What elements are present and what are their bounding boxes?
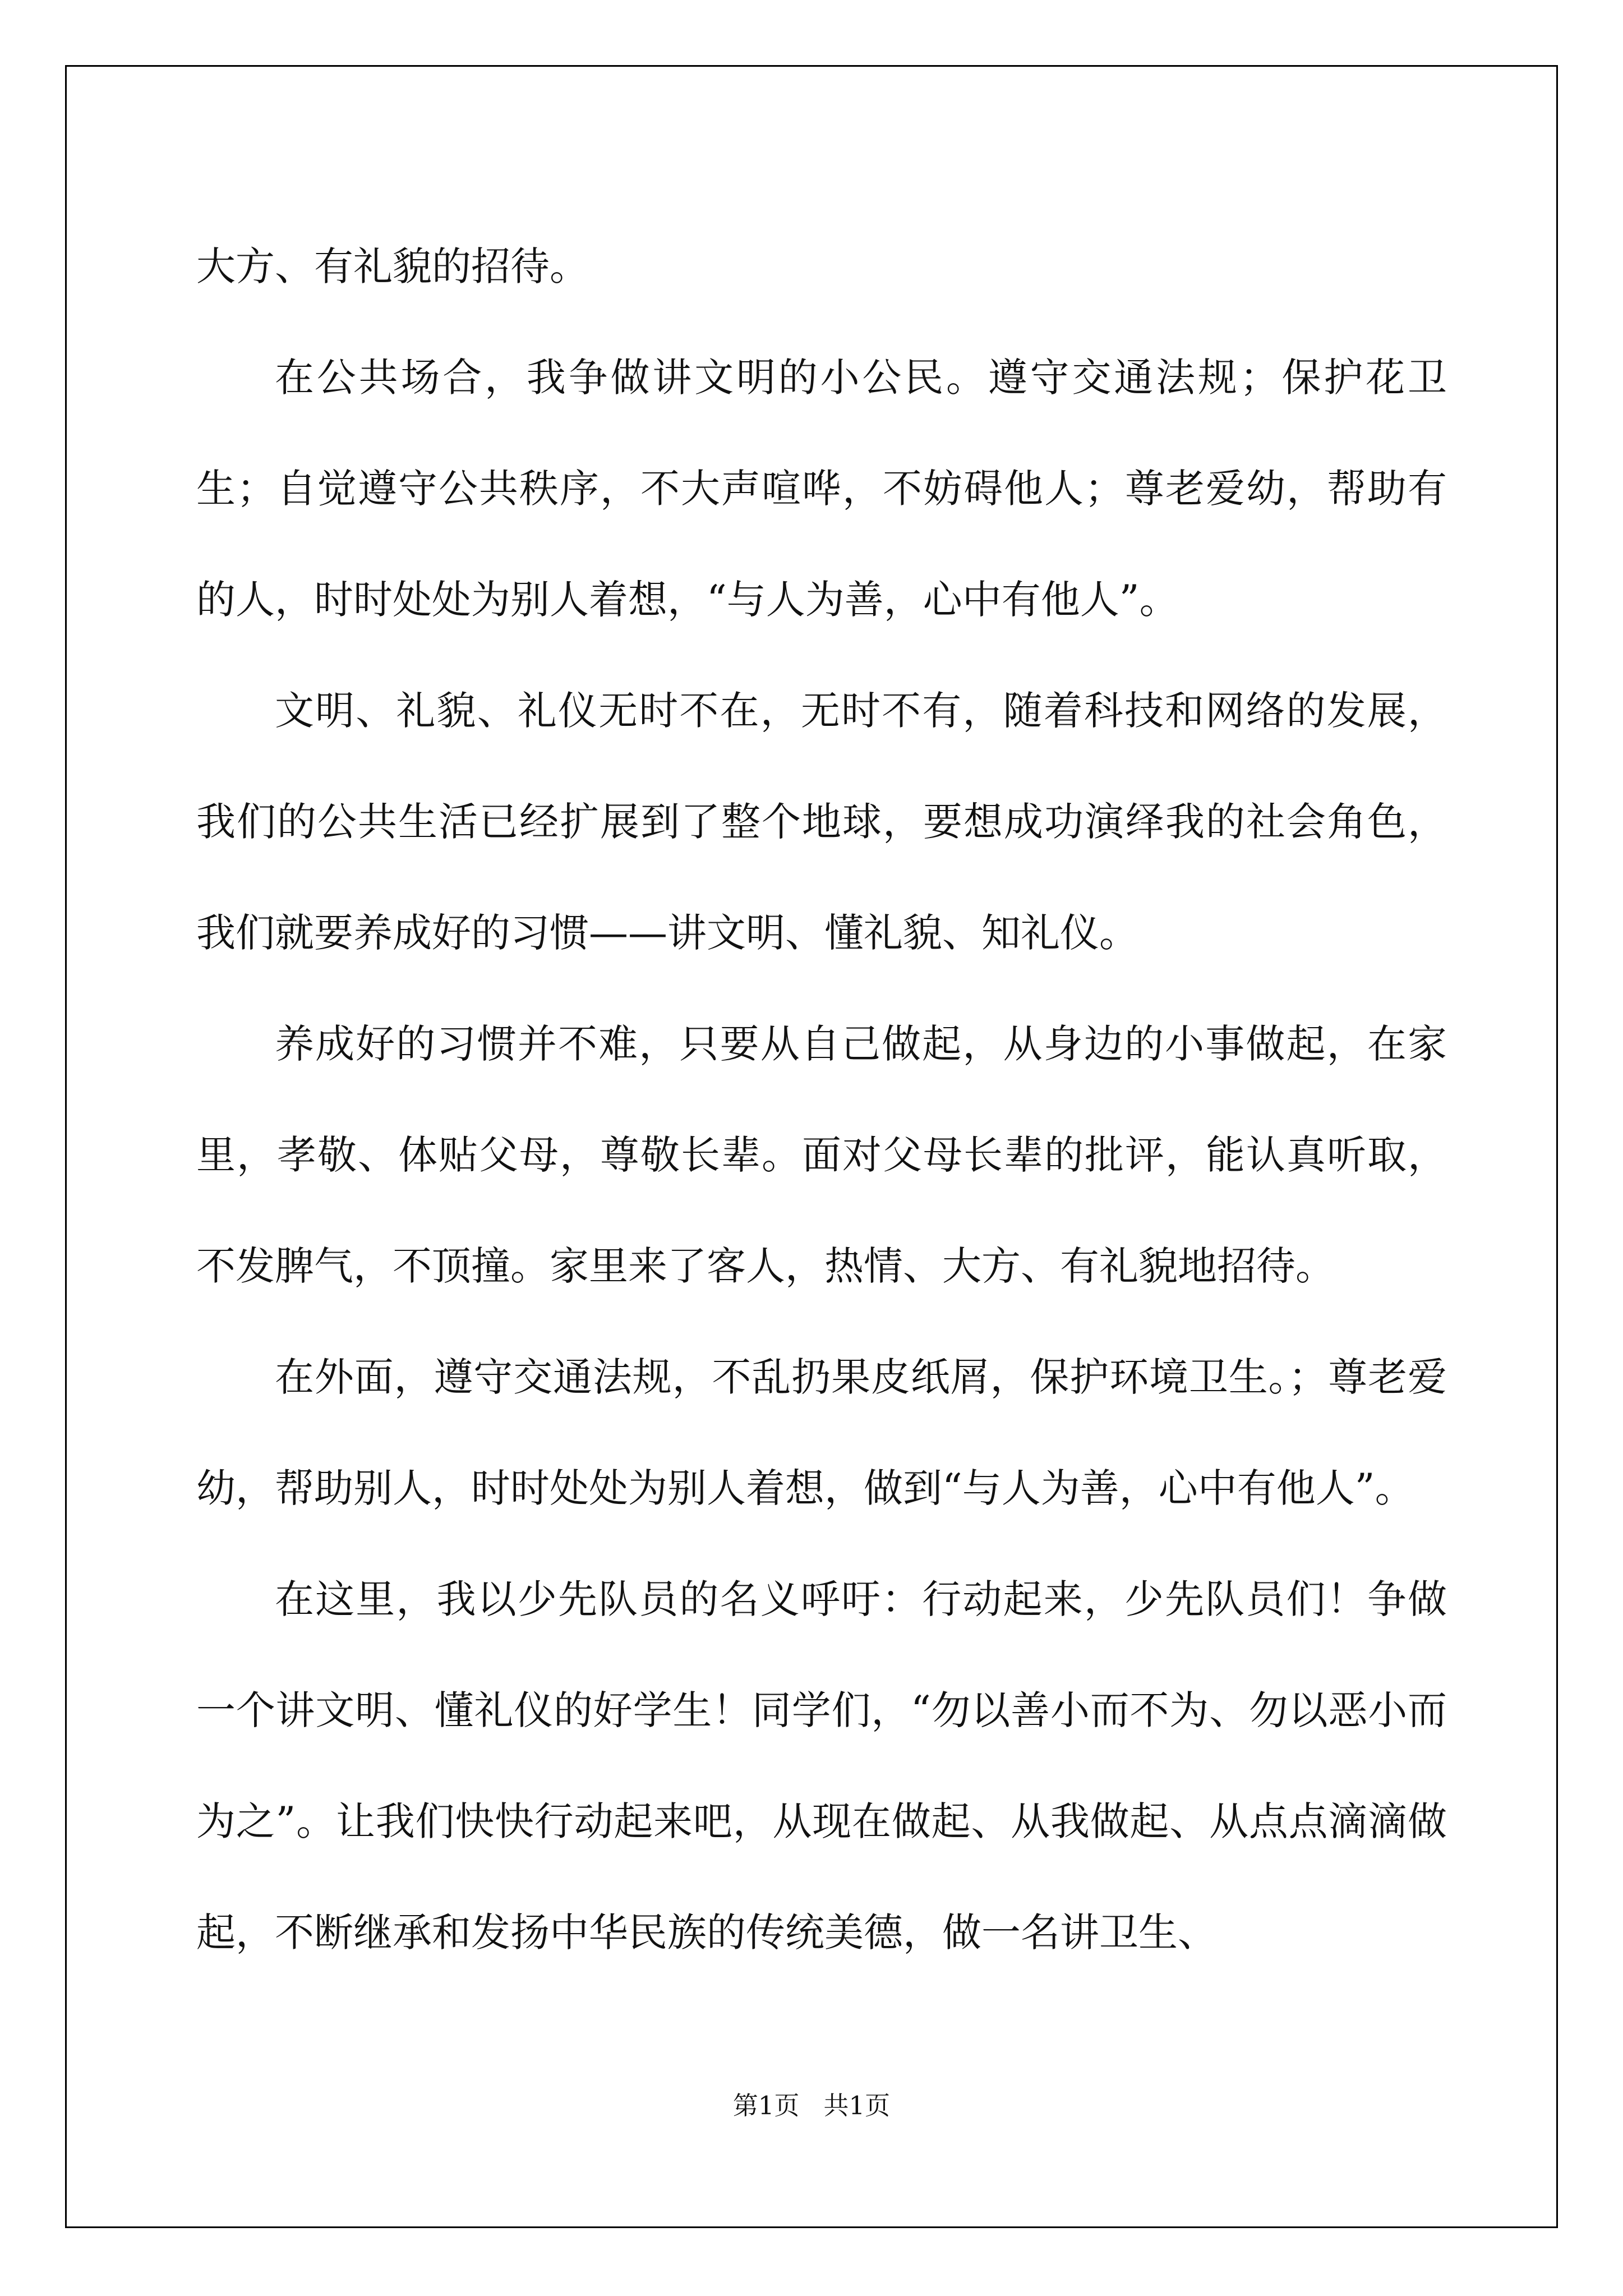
paragraph-2: 在公共场合，我争做讲文明的小公民。遵守交通法规；保护花卫生；自觉遵守公共秩序，不大声喧哗，不妨碍他人；尊老爱幼，帮助有的人，时时处处为别人着想，“与人为善，心中有他人”。	[196, 355, 1447, 623]
page-footer	[0, 2089, 1623, 2123]
paragraph-6: 在这里，我以少先队员的名义呼吁：行动起来，少先队员们！争做一个讲文明、懂礼仪的好学生！同学们，“勿以善小而不为、勿以恶小而为之”。让我们快快行动起来吧，从现在做起、从我做起、从点点滴滴做起，不断继承和发扬中华民族的传统美德，做一名讲卫生、	[196, 1576, 1447, 1955]
paragraph-1: 大方、有礼貌的招待。	[196, 243, 589, 289]
paragraph-3: 文明、礼貌、礼仪无时不在，无时不有，随着科技和网络的发展，我们的公共生活已经扩展到了整个地球，要想成功演绎我的社会角色，我们就要养成好的习惯——讲文明、懂礼貌、知礼仪。	[196, 688, 1447, 956]
footer-spacer	[800, 2091, 824, 2120]
page-number: 第1页	[732, 2091, 800, 2120]
page-total: 共1页	[823, 2091, 891, 2120]
paragraph-5: 在外面，遵守交通法规，不乱扔果皮纸屑，保护环境卫生。；尊老爱幼，帮助别人，时时处处为别人着想，做到“与人为善，心中有他人”。	[196, 1354, 1447, 1511]
document-body	[196, 211, 1447, 1988]
paragraph-4: 养成好的习惯并不难，只要从自己做起，从身边的小事做起，在家里，孝敬、体贴父母，尊敬长辈。面对父母长辈的批评，能认真听取，不发脾气，不顶撞。家里来了客人，热情、大方、有礼貌地招待。	[196, 1021, 1447, 1289]
